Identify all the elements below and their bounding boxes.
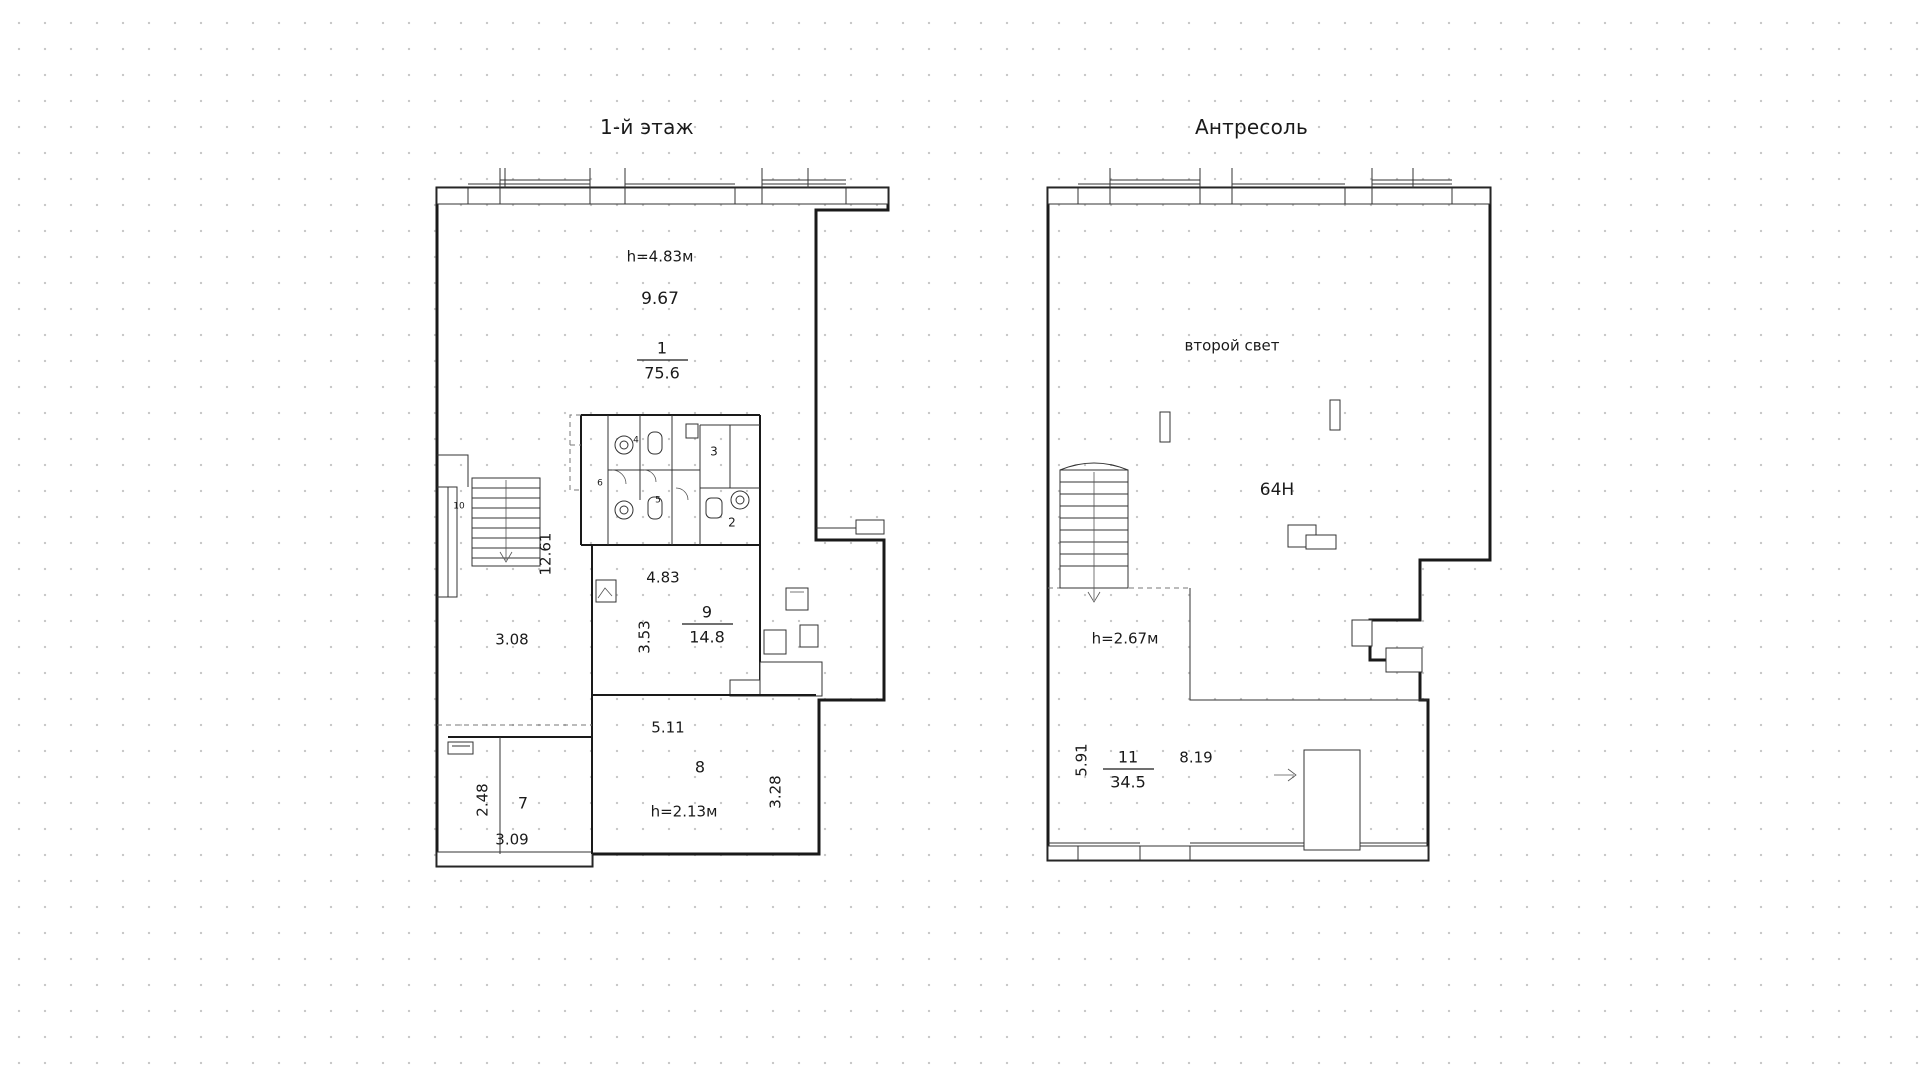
label-room-1-area: 75.6 (644, 363, 680, 383)
label-unit-code: 64H (1259, 480, 1295, 500)
label-dim-mezz-bottom: 8.19 (1179, 748, 1213, 767)
label-dim-room8-right: 3.28 (766, 775, 785, 809)
label-room-8-ceiling: h=2.13м (650, 802, 718, 821)
label-room-11-number: 11 (1117, 747, 1139, 767)
label-room-3-number: 3 (710, 444, 718, 459)
label-double-height: второй свет (1184, 336, 1280, 355)
label-dim-room7-bottom: 3.09 (495, 830, 529, 849)
label-dim-left-vertical: 12.61 (536, 532, 555, 576)
label-room-5-number: 5 (655, 495, 661, 506)
label-room-2-number: 2 (728, 515, 736, 530)
label-room-9-area: 14.8 (689, 627, 725, 647)
plan-title-floor-1: 1-й этаж (600, 115, 694, 139)
label-dim-mezz-left-vertical: 5.91 (1072, 743, 1091, 777)
label-room-4-number: 4 (633, 435, 639, 446)
label-room-8-number: 8 (694, 757, 706, 777)
label-dim-room8-top: 5.11 (651, 718, 685, 737)
label-room-10-number: 10 (453, 501, 465, 512)
label-ceiling-height-main: h=4.83м (626, 247, 694, 266)
label-dim-left-bottom: 3.08 (495, 630, 529, 649)
label-dim-room9-top: 4.83 (646, 568, 680, 587)
label-room-1-number: 1 (656, 338, 668, 358)
label-room-11-area: 34.5 (1110, 772, 1146, 792)
staircase-mezzanine (1060, 463, 1128, 602)
label-ceiling-height-mezz: h=2.67м (1091, 629, 1159, 648)
label-dim-top: 9.67 (641, 289, 679, 309)
plan-title-mezzanine: Антресоль (1195, 115, 1309, 139)
label-dim-room7-vertical: 2.48 (473, 783, 492, 817)
label-dim-room9-left: 3.53 (635, 620, 654, 654)
label-room-7-number: 7 (517, 793, 529, 813)
label-room-9-number: 9 (701, 602, 713, 622)
label-room-6-number: 6 (597, 478, 603, 489)
